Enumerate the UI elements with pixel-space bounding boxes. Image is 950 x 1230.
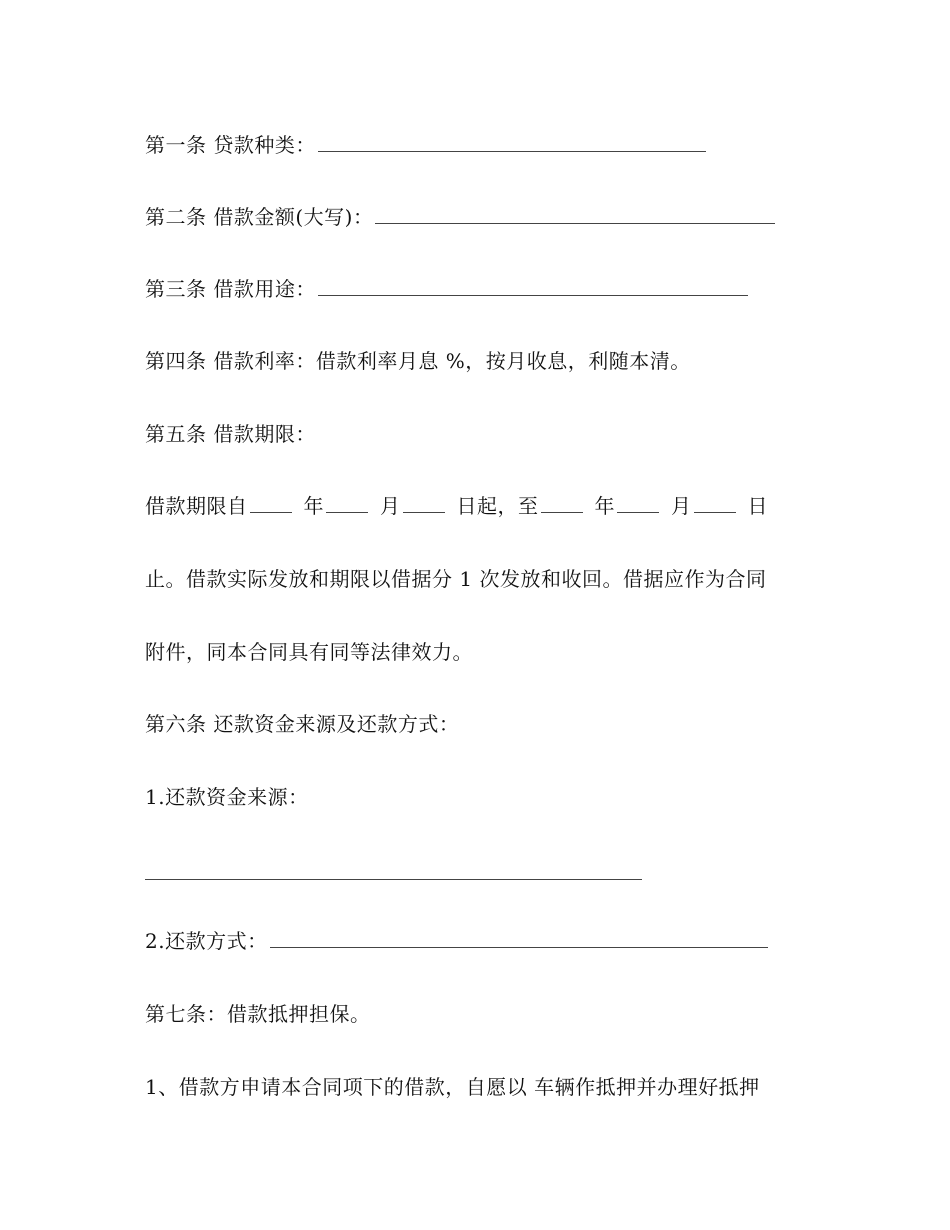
clause-5 [145, 422, 316, 446]
clause-4-text: 第四条 借款利率：借款利率月息 %，按月收息，利随本清。 [145, 349, 691, 373]
clause-5-text: 第五条 借款期限： [145, 422, 316, 446]
clause-7 [145, 1002, 371, 1026]
clause-7-1 [145, 1075, 760, 1099]
loan-term-cont-2 [145, 640, 473, 664]
start-day-label: 日起，至 [456, 494, 539, 518]
end-day-blank [694, 494, 736, 513]
start-month-blank [326, 494, 368, 513]
clause-1 [145, 133, 708, 157]
clause-3-text: 第三条 借款用途： [145, 277, 316, 301]
start-month-label: 月 [380, 494, 401, 518]
term-cont-2-text: 附件，同本合同具有同等法律效力。 [145, 640, 473, 664]
clause-6-2 [145, 929, 770, 953]
clause-6-1-text: 1.还款资金来源： [145, 785, 309, 809]
repayment-method-blank [270, 929, 768, 948]
loan-type-blank [318, 133, 706, 152]
start-year-blank [250, 494, 292, 513]
repayment-source-blank [145, 879, 642, 880]
end-month-label: 月 [671, 494, 692, 518]
clause-7-1-text: 1、借款方申请本合同项下的借款，自愿以 车辆作抵押并办理好抵押 [145, 1075, 760, 1099]
loan-term-line [145, 494, 768, 518]
end-day-label: 日 [747, 494, 768, 518]
loan-term-cont-1 [145, 567, 766, 591]
term-prefix: 借款期限自 [145, 494, 248, 518]
clause-3 [145, 277, 750, 301]
end-month-blank [617, 494, 659, 513]
start-year-label: 年 [303, 494, 324, 518]
clause-6-2-text: 2.还款方式： [145, 929, 268, 953]
loan-amount-blank [375, 205, 775, 224]
clause-2-text: 第二条 借款金额(大写)： [145, 205, 374, 229]
clause-2 [145, 205, 777, 229]
clause-6-1 [145, 785, 309, 809]
loan-purpose-blank [318, 277, 748, 296]
clause-6 [145, 712, 459, 736]
end-year-blank [541, 494, 583, 513]
clause-7-text: 第七条：借款抵押担保。 [145, 1002, 371, 1026]
clause-4 [145, 349, 691, 373]
term-cont-1-text: 止。借款实际发放和期限以借据分 1 次发放和收回。借据应作为合同 [145, 567, 767, 591]
start-day-blank [403, 494, 445, 513]
clause-1-text: 第一条 贷款种类： [145, 133, 316, 157]
clause-6-text: 第六条 还款资金来源及还款方式： [145, 712, 460, 736]
end-year-label: 年 [594, 494, 615, 518]
